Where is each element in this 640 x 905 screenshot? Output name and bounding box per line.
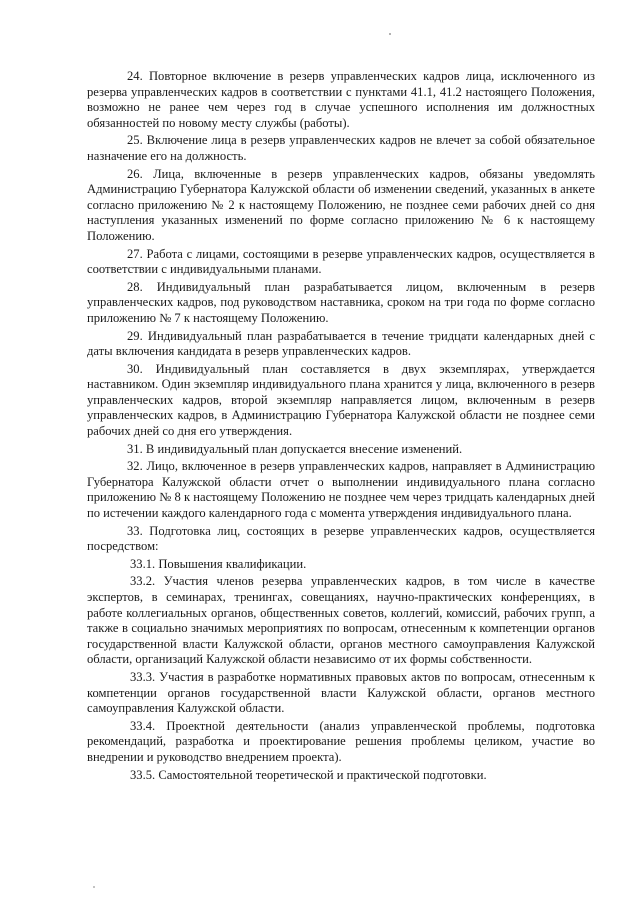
- paragraph-33-5: 33.5. Самостоятельной теоретической и практической подготовки.: [130, 767, 487, 782]
- scan-speck: [389, 33, 391, 35]
- paragraph-24: 24. Повторное включение в резерв управленческих кадров лица, исключенного из резерва управленческих кадров в соответствии с пунктами 41.1, 41.2 настоящего Положения, возможно не ранее чем через год в случае успешного исполнения им должностных обязанностей по новому месту службы (работы).: [87, 69, 595, 130]
- paragraph-28: 28. Индивидуальный план разрабатывается лицом, включенным в резерв управленческих кадров, под руководством наставника, сроком на три года по форме согласно приложению № 7 к настоящему Положению.: [87, 279, 595, 325]
- paragraph-33-1: 33.1. Повышения квалификации.: [130, 556, 307, 571]
- paragraph-33-3: 33.3. Участия в разработке нормативных правовых актов по вопросам, отнесенным к компетенции органов государственной власти Калужской области, органов местного самоуправления Калужской области.: [87, 669, 595, 716]
- paragraph-32: 32. Лицо, включенное в резерв управленческих кадров, направляет в Администрацию Губернатора Калужской области отчет о выполнении индивидуального плана согласно приложению № 8 к настоящему Положению не позднее чем через тридцать календарных дней по истечении каждого календарного года с момента утверждения индивидуального плана.: [87, 459, 595, 521]
- paragraph-33: 33. Подготовка лиц, состоящих в резерве управленческих кадров, осуществляется посредством:: [87, 523, 595, 554]
- paragraph-26: 26. Лица, включенные в резерв управленческих кадров, обязаны уведомлять Администрацию Губернатора Калужской области об изменении сведений, указанных в анкете согласно приложению № 2 к настоящему Положению, не позднее семи рабочих дней со дня наступления указанных изменений по форме согласно приложению № 6 к настоящему Положению.: [87, 166, 595, 243]
- scan-speck: [93, 886, 95, 888]
- paragraph-33-2: 33.2. Участия членов резерва управленческих кадров, в том числе в качестве экспертов, в семинарах, тренингах, совещаниях, научно-практических конференциях, в работе коллегиальных органов, общественных советов, коллегий, комиссий, рабочих групп, а также в социально значимых мероприятиях по вопросам, отнесенным к компетенции органов государственной власти Калужской области, органов местного самоуправления Калужской области, организаций Калужской области независимо от их формы собственности.: [87, 574, 595, 667]
- paragraph-30: 30. Индивидуальный план составляется в двух экземплярах, утверждается наставником. Один экземпляр индивидуального плана хранится у лица, включенного в резерв управленческих кадров, второй экземпляр направляется лицом, включенным в резерв управленческих кадров, в Администрацию Губернатора Калужской области не позднее семи рабочих дней со дня его утверждения.: [87, 361, 595, 439]
- paragraph-31: 31. В индивидуальный план допускается внесение изменений.: [127, 441, 463, 456]
- paragraph-25: 25. Включение лица в резерв управленческих кадров не влечет за собой обязательное назначение его на должность.: [87, 133, 595, 163]
- paragraph-29: 29. Индивидуальный план разрабатывается в течение тридцати календарных дней с даты включения кандидата в резерв управленческих кадров.: [87, 328, 595, 359]
- paragraph-27: 27. Работа с лицами, состоящими в резерве управленческих кадров, осуществляется в соответствии с индивидуальными планами.: [87, 246, 595, 277]
- document-body: [87, 69, 595, 785]
- paragraph-33-4: 33.4. Проектной деятельности (анализ управленческой проблемы, подготовка рекомендаций, разработка и проектирование решения проблемы целиком, участие во внедрении и руководство внедрением проекта).: [87, 718, 595, 764]
